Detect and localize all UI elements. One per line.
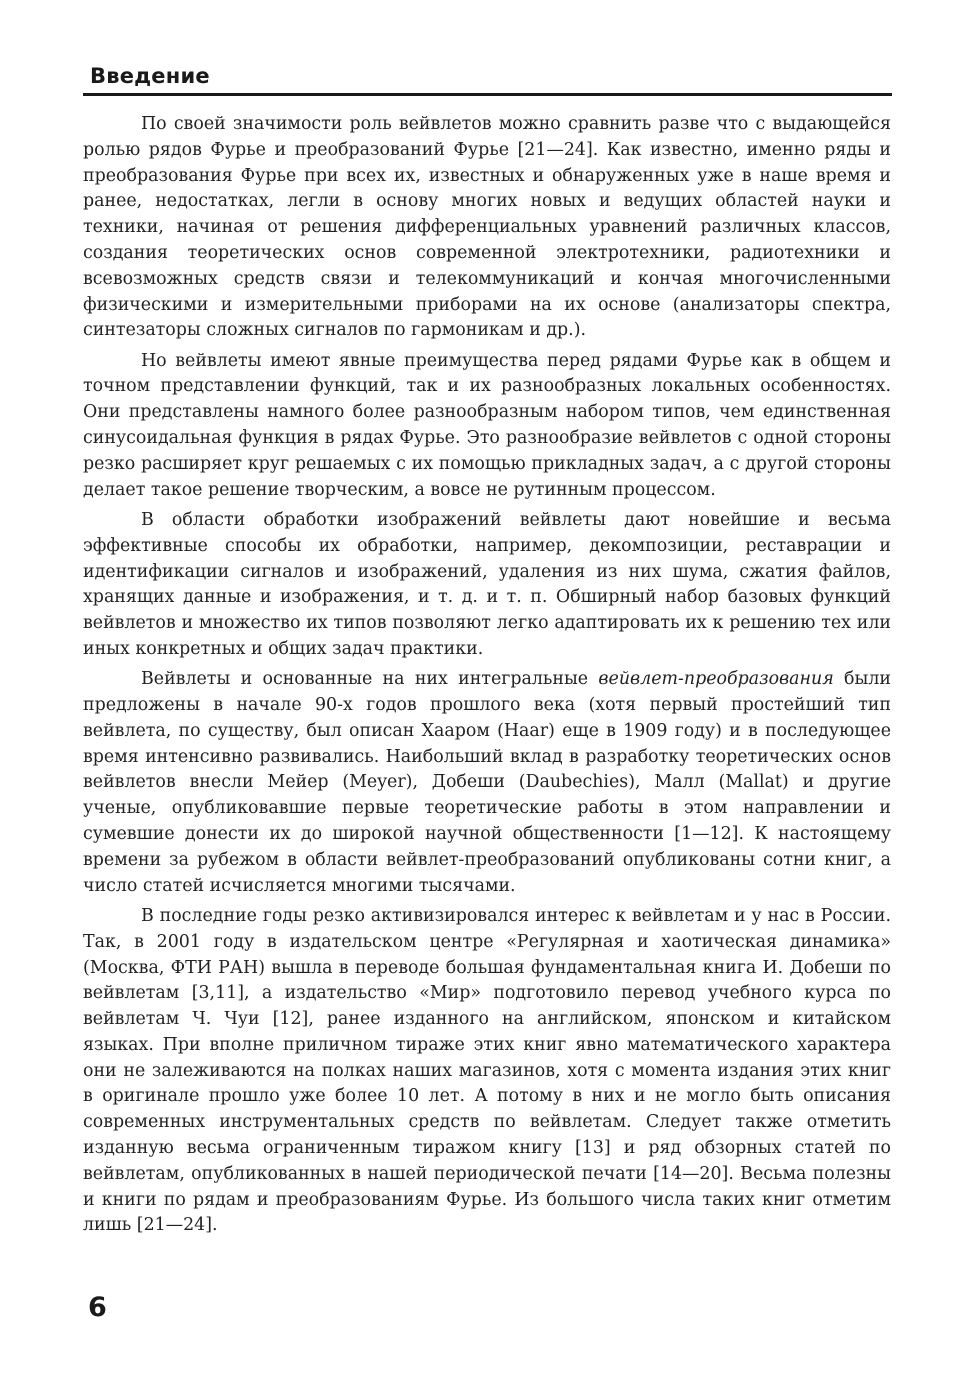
title-rule xyxy=(83,93,892,96)
paragraph-2: Но вейвлеты имеют явные преимущества перед рядами Фурье как в общем и точном представлении функций, так и их разнообразных локальных особенностях. Они представлены намного более разнообразным набором типов, чем единственная синусоидальная функция в рядах Фурье. Это разнообразие вейвлетов с одной стороны резко расширяет круг решаемых с их помощью прикладных задач, а с другой стороны делает такое решение творческим, а вовсе не рутинным процессом. xyxy=(83,350,891,500)
paragraph-4 xyxy=(83,667,891,899)
paragraph-4-start: Вейвлеты и основанные на них интегральные xyxy=(141,669,599,690)
section-title: Введение xyxy=(90,64,210,88)
paragraph-5: В последние годы резко активизировался интерес к вейвлетам и у нас в России. Так, в 2001 году в издательском центре «Регулярная и хаотическая динамика» (Москва, ФТИ РАН) вышла в переводе большая фундаментальная книга И. Добеши по вейвлетам [3,11], а издательство «Мир» подготовило перевод учебного курса по вейвлетам Ч. Чуи [12], ранее изданного на английском, японском и китайском языках. При вполне приличном тираже этих книг явно математического характера они не залеживаются на полках наших магазинов, хотя с момента издания этих книг в оригинале прошло уже более 10 лет. А потому в них и не могло быть описания современных инструментальных средств по вейвлетам. Следует также отметить изданную весьма ограниченным тиражом книгу [13] и ряд обзорных статей по вейвлетам, опубликованных в нашей периодической печати [14—20]. Весьма полезны и книги по рядам и преобразованиям Фурье. Из большого числа таких книг отметим лишь [21—24]. xyxy=(83,905,891,1236)
paragraph-1: По своей значимости роль вейвлетов можно сравнить разве что с выдающейся ролью рядов Фурье и преобразований Фурье [21—24]. Как известно, именно ряды и преобразования Фурье при всех их, известных и обнаруженных уже в наше время и ранее, недостатках, легли в основу многих новых и ведущих областей науки и техники, начиная от решения дифференциальных уравнений различных классов, создания теоретических основ современной электротехники, радиотехники и всевозможных средств связи и телекоммуникаций и кончая многочисленными физическими и измерительными приборами на их основе (анализаторы спектра, синтезаторы сложных сигналов по гармоникам и др.). xyxy=(83,114,891,341)
paragraph-4-emphasis: вейвлет-преобразования xyxy=(598,669,834,690)
page-number: 6 xyxy=(88,1292,107,1323)
body-text xyxy=(83,112,891,1244)
paragraph-4-end: были предложены в начале 90-х годов прошлого века (хотя первый простейший тип вейвлета, по существу, был описан Хааром (Haar) еще в 1909 году) и в последующее время интенсивно развивались. Наибольший вклад в разработку теоретических основ вейвлетов внесли Мейер (Meyer), Добеши (Daubechies), Малл (Mallat) и другие ученые, опубликовавшие первые теоретические работы в этом направлении и сумевшие донести их до широкой научной общественности [1—12]. К настоящему времени за рубежом в области вейвлет-преобразований опубликованы сотни книг, а число статей исчисляется многими тысячами. xyxy=(83,669,891,896)
paragraph-3: В области обработки изображений вейвлеты дают новейшие и весьма эффективные способы их обработки, например, декомпозиции, реставрации и идентификации сигналов и изображений, удаления из них шума, сжатия файлов, хранящих данные и изображения, и т. д. и т. п. Обширный набор базовых функций вейвлетов и множество их типов позволяют легко адаптировать их к решению тех или иных конкретных и общих задач практики. xyxy=(83,509,891,659)
